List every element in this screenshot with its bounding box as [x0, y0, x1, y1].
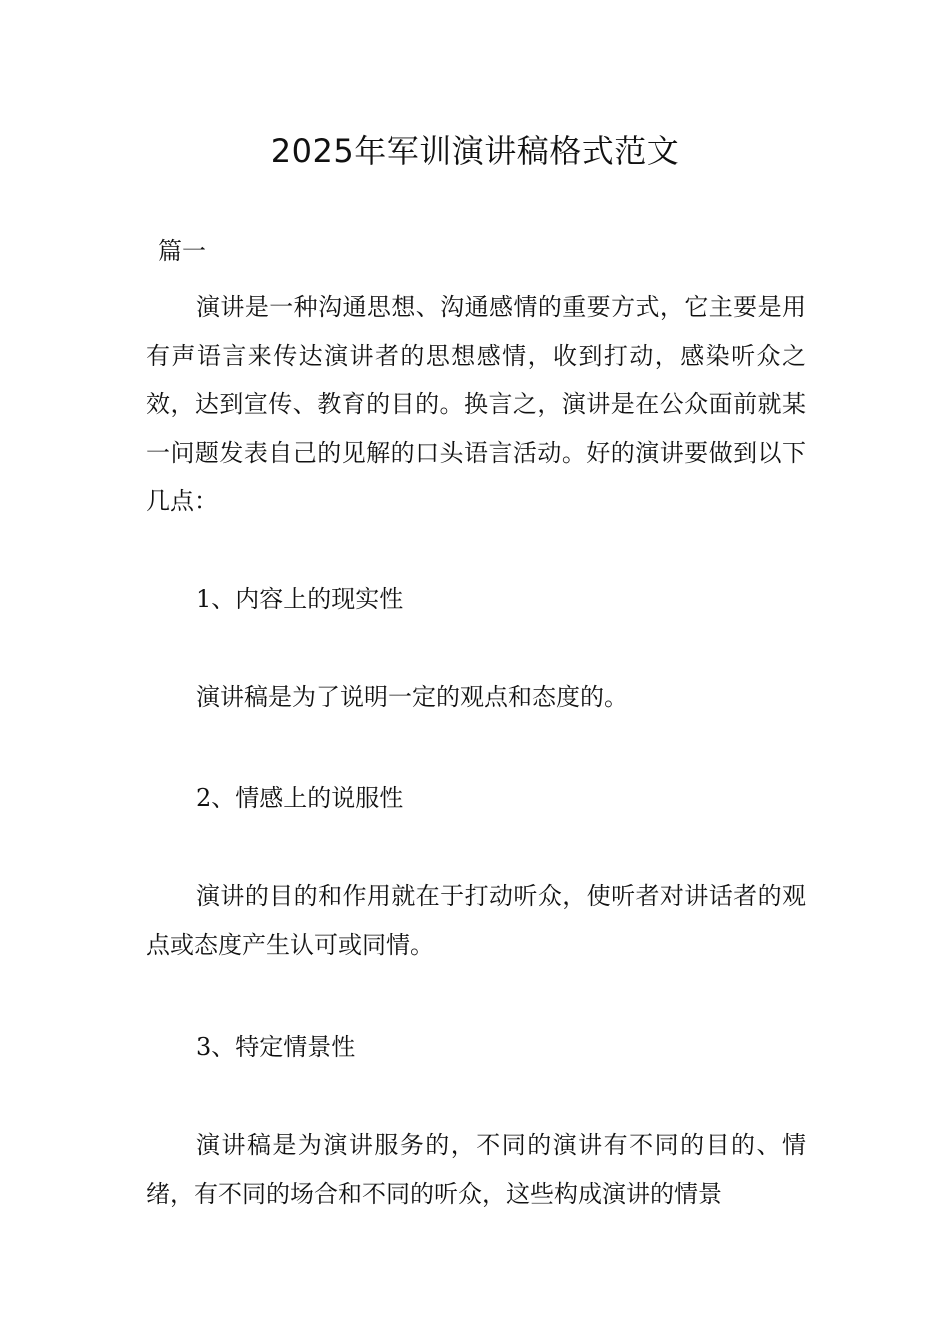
point-heading-1: 1、内容上的现实性 — [196, 585, 404, 613]
point-body-2: 演讲的目的和作用就在于打动听众，使听者对讲话者的观点或态度产生认可或同情。 — [146, 882, 806, 959]
point-body-1: 演讲稿是为了说明一定的观点和态度的。 — [196, 683, 628, 711]
point-body-3: 演讲稿是为演讲服务的，不同的演讲有不同的目的、情绪，有不同的场合和不同的听众，这些构成演讲的情景 — [146, 1131, 806, 1208]
point-heading-3: 3、特定情景性 — [196, 1033, 356, 1061]
document-title: 2025年军训演讲稿格式范文 — [270, 132, 680, 170]
point-heading-2: 2、情感上的说服性 — [196, 784, 404, 812]
section-label: 篇一 — [158, 237, 206, 265]
intro-paragraph: 演讲是一种沟通思想、沟通感情的重要方式，它主要是用有声语言来传达演讲者的思想感情，收到打动，感染听众之效，达到宣传、教育的目的。换言之，演讲是在公众面前就某一问题发表自己的见解的口头语言活动。好的演讲要做到以下几点： — [146, 293, 806, 515]
